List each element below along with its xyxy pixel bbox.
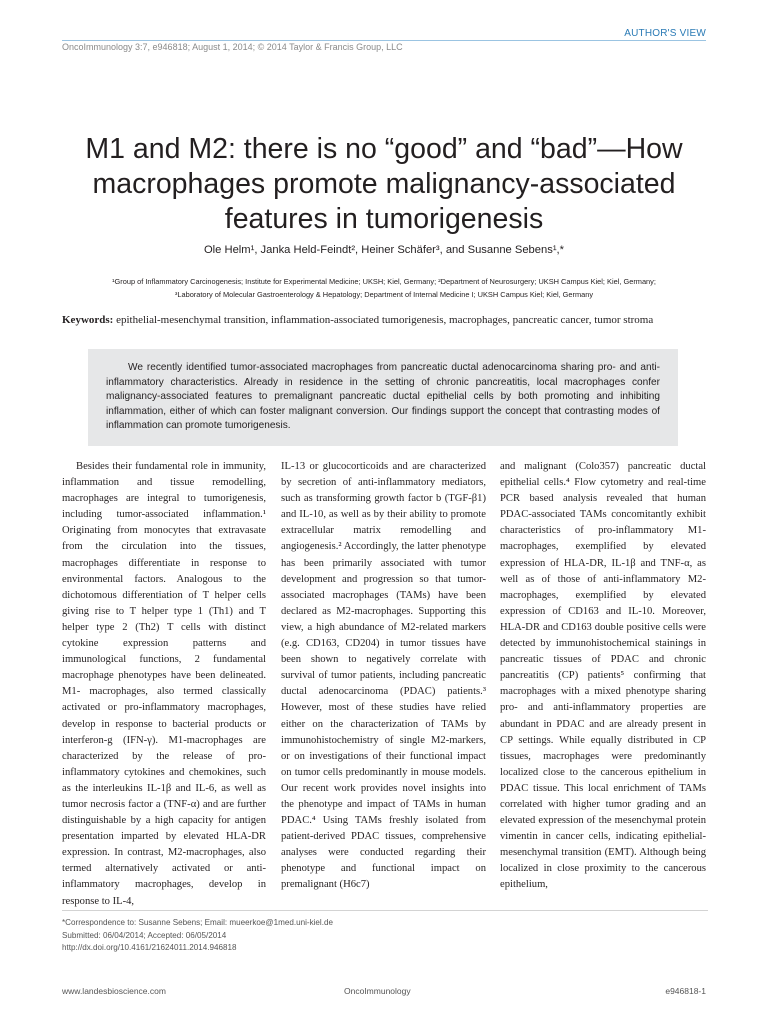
keywords <box>62 314 722 326</box>
body-paragraph: and malignant (Colo357) pancreatic ductal epithelial cells.⁴ Flow cytometry and real-time PCR based analysis revealed that human PDAC-associated TAMs concomitantly exhibit characteristics of pro-inflammatory M1-macrophages, exemplified by elevated expression of HLA-DR, IL-1β and TNF-α, as well as of those of anti-inflammatory M2-macrophages, exemplified by elevated expression of CD163 and IL-10. Moreover, HLA-DR and CD163 double positive cells were detected by immunohistochemical stainings in pancreatic tissues of PDAC and chronic pancreatitis (CP) patients⁵ confirming that macrophages with a mixed phenotype sharing pro- and anti-inflammatory properties are abundant in PDAC and are already present in CP settings. While equally distributed in CP tissues, macrophages were predominantly localized close to the cancerous epithelium in PDAC tissue. This local enrichment of TAMs correlated with higher tumor grading and an elevated expression of the mesenchymal protein vimentin in cancer cells, indicating epithelial-mesenchymal transition (EMT). Although being localized in close proximity to the cancerous epithelium, <box>500 461 706 891</box>
body-column-2 <box>281 459 486 894</box>
section-tag: AUTHOR'S VIEW <box>624 28 706 39</box>
footnote-rule <box>62 910 708 911</box>
footer-journal: OncoImmunology <box>344 986 411 996</box>
author-list: Ole Helm¹, Janka Held-Feindt², Heiner Schäfer³, and Susanne Sebens¹,* <box>203 244 565 256</box>
footer-page-id: e946818-1 <box>665 986 706 996</box>
body-paragraph: IL-13 or glucocorticoids and are characterized by secretion of anti-inflammatory mediators, such as transforming growth factor b (TGF-β1) and IL-10, as well as by their ability to promote extracellular matrix remodelling and angiogenesis.² Accordingly, the latter phenotype has been primarily associated with tumor development and progression so that tumor-associated macrophages (TAMs) have been declared as M2-macrophages. Supporting this view, a high abundance of M2-related markers (e.g. CD163, CD204) in tumor tissues have been shown to negatively correlate with survival of tumor patients, including pancreatic ductal adenocarcinoma (PDAC) patients.³ However, most of these studies have relied either on the characterization of TAMs by immunohistochemistry of single M2-markers, or on investigations of their functional impact on tumor cells predominantly in mouse models. Our recent work provides novel insights into the phenotype and impact of TAMs in human PDAC.⁴ Using TAMs freshly isolated from patient-derived PDAC tissues, comprehensive analyses were conducted regarding their phenotype and functional impact on premalignant (H6c7) <box>281 461 486 891</box>
footer-website[interactable]: www.landesbioscience.com <box>62 986 166 996</box>
affiliations <box>40 276 728 301</box>
correspondence: *Correspondence to: Susanne Sebens; Email: mueerkoe@1med.uni-kiel.de <box>62 918 333 927</box>
abstract-box <box>88 349 678 446</box>
body-paragraph: Besides their fundamental role in immunity, inflammation and tissue remodelling, macrophages are integral to tumorigenesis, including tumor-associated inflammation.¹ Originating from monocytes that extravasate from the circulation into the tissues, macrophages differentiate in response to environmental factors. Analogous to the dichotomous differentiation of T helper cells giving rise to T helper type 1 (Th1) and T helper type 2 (Th2) T cells with distinct cytokine expression patterns and immunological functions, 2 fundamental macrophage phenotypes have been delineated. M1- macrophages, also termed classically activated or pro-inflammatory macrophages, develop in response to bacterial products or interferon-g (IFN-γ). M1-macrophages are characterized by the release of pro-inflammatory cytokines and chemokines, such as the interleukins IL-1β and IL-6, as well as tumor necrosis factor a (TNF-α) and are further distinguishable by a high capacity for antigen presentation imparted by elevated HLA-DR expression. In contrast, M2-macrophages, also termed alternatively activated or anti-inflammatory macrophages, develop in response to IL-4, <box>62 461 266 907</box>
affiliation-line-2: ³Laboratory of Molecular Gastroenterology & Hepatology; Department of Internal Medicine I; UKSH Campus Kiel; Kiel, Germany <box>174 289 594 299</box>
keywords-text: epithelial-mesenchymal transition, inflammation-associated tumorigenesis, macrophages, pancreatic cancer, tumor stroma <box>116 314 654 326</box>
body-column-1 <box>62 459 266 910</box>
affiliation-line-1: ¹Group of Inflammatory Carcinogenesis; Institute for Experimental Medicine; UKSH; Kiel, Germany; ²Department of Neurosurgery; UKSH Campus Kiel; Kiel, Germany; <box>112 277 656 286</box>
doi-link[interactable]: http://dx.doi.org/10.4161/21624011.2014.946818 <box>62 943 237 952</box>
article-title: M1 and M2: there is no “good” and “bad”—How macrophages promote malignancy-associated features in tumorigenesis <box>85 133 683 235</box>
submission-dates: Submitted: 06/04/2014; Accepted: 06/05/2014 <box>62 930 227 940</box>
body-column-3 <box>500 459 706 894</box>
footnote <box>62 917 333 955</box>
keywords-label: Keywords: <box>62 314 114 326</box>
abstract-text: We recently identified tumor-associated macrophages from pancreatic ductal adenocarcinoma sharing pro- and anti-inflammatory characteristics. Already in residence in the setting of chronic pancreatitis, local macrophages confer malignancy-associated features to premalignant pancreatic ductal epithelial cells by both promoting and inhibiting inflammation, either of which can foster malignant conversion. Our findings support the concept that contrasting modes of inflammation can promote tumorigenesis. <box>106 362 660 432</box>
journal-citation: OncoImmunology 3:7, e946818; August 1, 2014; © 2014 Taylor & Francis Group, LLC <box>62 42 403 52</box>
header-rule <box>62 40 706 41</box>
